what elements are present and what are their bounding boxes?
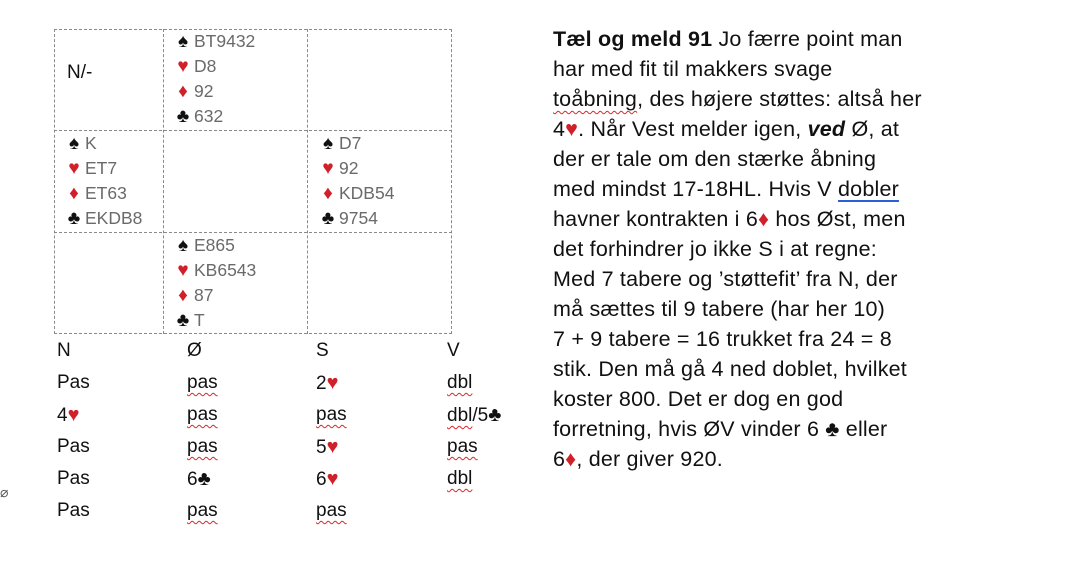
commentary-line: 4 <box>553 117 566 141</box>
bid-cell: Pas <box>57 468 90 489</box>
bid-cell: Pas <box>57 436 90 457</box>
commentary-line: der er tale om den stærke åbning <box>553 147 877 171</box>
west-diamonds <box>63 181 142 206</box>
margin-mark: ⌀ <box>0 484 9 500</box>
east-spades <box>317 131 394 156</box>
bid-cell: Pas <box>57 372 90 393</box>
commentary-line: Med 7 tabere og ’støttefit’ fra N, der <box>553 267 898 291</box>
north-hearts-cards: D8 <box>194 56 217 76</box>
heart-icon: ♥ <box>67 404 80 426</box>
bidding-row <box>55 372 535 404</box>
commentary-line: har med fit til makkers svage <box>553 57 833 81</box>
commentary-title: Tæl og meld 91 <box>553 27 713 51</box>
commentary-line: Ø, at <box>845 117 900 141</box>
bid-cell: pas <box>187 436 218 457</box>
bidding-row <box>55 468 535 500</box>
bid-cell: pas <box>316 500 347 521</box>
east-diamonds-cards: KDB54 <box>339 183 395 203</box>
grid-line <box>54 333 452 334</box>
commentary-line: må sættes til 9 tabere (har her 10) <box>553 297 886 321</box>
north-spades-cards: BT9432 <box>194 31 256 51</box>
south-diamonds-cards: 87 <box>194 285 214 305</box>
commentary-line: stik. Den må gå 4 ned doblet, hvilket <box>553 357 907 381</box>
east-spades-cards: D7 <box>339 133 362 153</box>
diamond-icon: ♦ <box>178 285 188 306</box>
diamond-icon: ♦ <box>758 207 770 231</box>
south-clubs-cards: T <box>194 310 205 330</box>
bid-cell: dbl <box>447 372 473 393</box>
club-icon: ♣ <box>67 208 81 229</box>
commentary-line: forretning, hvis ØV vinder 6 <box>553 417 826 441</box>
diamond-icon: ♦ <box>69 183 79 204</box>
grid-line <box>54 29 55 334</box>
west-clubs <box>63 206 142 231</box>
grammar-flag-word: dobler <box>838 177 899 201</box>
header-south: S <box>316 340 329 361</box>
commentary-line: eller <box>839 417 888 441</box>
north-diamonds <box>172 79 255 104</box>
commentary-line: koster 800. Det er dog en god <box>553 387 844 411</box>
dealer-vulnerability: N/- <box>67 62 93 83</box>
bidding-row <box>55 404 535 436</box>
west-hearts-cards: ET7 <box>85 158 118 178</box>
bid-cell: 6♥ <box>316 468 339 490</box>
commentary-line: , der giver 920. <box>576 447 723 471</box>
deal-diagram <box>54 29 452 334</box>
commentary-line: , des højere støttes: altså her <box>637 87 922 111</box>
east-hearts <box>317 156 394 181</box>
heart-icon: ♥ <box>326 372 339 394</box>
south-hearts-cards: KB6543 <box>194 260 257 280</box>
south-diamonds <box>172 283 256 308</box>
spade-icon: ♠ <box>177 235 189 256</box>
heart-icon: ♥ <box>326 468 339 490</box>
bid-cell: pas <box>187 500 218 521</box>
south-spades <box>172 233 256 258</box>
commentary-line: hos Øst, men <box>769 207 906 231</box>
bid-cell: pas <box>447 436 478 457</box>
bid-cell: dbl/5♣ <box>447 404 502 426</box>
south-clubs <box>172 308 256 333</box>
header-east: Ø <box>187 340 202 361</box>
north-diamonds-cards: 92 <box>194 81 214 101</box>
heart-icon: ♥ <box>177 56 189 77</box>
grid-line <box>163 29 164 334</box>
west-hearts <box>63 156 142 181</box>
heart-icon: ♥ <box>565 117 579 141</box>
commentary-line: havner kontrakten i 6 <box>553 207 758 231</box>
spade-icon: ♠ <box>177 31 189 52</box>
west-spades-cards: K <box>85 133 97 153</box>
bid-cell: 4♥ <box>57 404 80 426</box>
commentary-line: 7 + 9 tabere = 16 trukket fra 24 = 8 <box>553 327 892 351</box>
commentary-line: Jo færre point man <box>712 27 903 51</box>
east-hearts-cards: 92 <box>339 158 359 178</box>
east-diamonds <box>317 181 394 206</box>
bid-cell: pas <box>316 404 347 425</box>
header-west: V <box>447 340 460 361</box>
west-spades <box>63 131 142 156</box>
east-hand <box>317 131 394 231</box>
grid-line <box>451 29 452 334</box>
club-icon: ♣ <box>197 468 211 490</box>
club-icon: ♣ <box>321 208 335 229</box>
club-icon: ♣ <box>488 404 502 426</box>
diamond-icon: ♦ <box>323 183 333 204</box>
spellcheck-word: toåbning <box>553 87 638 111</box>
diamond-icon: ♦ <box>178 81 188 102</box>
bidding-row <box>55 500 535 532</box>
header-north: N <box>57 340 71 361</box>
bid-cell: pas <box>187 372 218 393</box>
north-hand <box>172 29 255 129</box>
bidding-header-row <box>55 340 535 372</box>
east-clubs-cards: 9754 <box>339 208 378 228</box>
bid-cell: 2♥ <box>316 372 339 394</box>
commentary-line: 6 <box>553 447 566 471</box>
west-clubs-cards: EKDB8 <box>85 208 143 228</box>
bid-cell: 6♣ <box>187 468 211 490</box>
bidding-row <box>55 436 535 468</box>
heart-icon: ♥ <box>322 158 334 179</box>
emphasis-word: ved <box>807 117 846 141</box>
bid-cell: dbl <box>447 468 473 489</box>
west-hand <box>63 131 142 231</box>
commentary <box>553 24 1053 474</box>
commentary-line: det forhindrer jo ikke S i at regne: <box>553 237 877 261</box>
spade-icon: ♠ <box>68 133 80 154</box>
grid-line <box>307 29 308 334</box>
south-spades-cards: E865 <box>194 235 235 255</box>
commentary-line: . Når Vest melder igen, <box>578 117 808 141</box>
bid-cell: pas <box>187 404 218 425</box>
bid-cell: Pas <box>57 500 90 521</box>
club-icon: ♣ <box>825 417 840 441</box>
bid-cell: 5♥ <box>316 436 339 458</box>
north-hearts <box>172 54 255 79</box>
commentary-line: med mindst 17-18HL. Hvis V <box>553 177 839 201</box>
south-hand <box>172 233 256 333</box>
club-icon: ♣ <box>176 106 190 127</box>
east-clubs <box>317 206 394 231</box>
heart-icon: ♥ <box>68 158 80 179</box>
south-hearts <box>172 258 256 283</box>
diamond-icon: ♦ <box>565 447 577 471</box>
heart-icon: ♥ <box>326 436 339 458</box>
club-icon: ♣ <box>176 310 190 331</box>
north-spades <box>172 29 255 54</box>
heart-icon: ♥ <box>177 260 189 281</box>
spade-icon: ♠ <box>322 133 334 154</box>
west-diamonds-cards: ET63 <box>85 183 127 203</box>
north-clubs <box>172 104 255 129</box>
north-clubs-cards: 632 <box>194 106 224 126</box>
